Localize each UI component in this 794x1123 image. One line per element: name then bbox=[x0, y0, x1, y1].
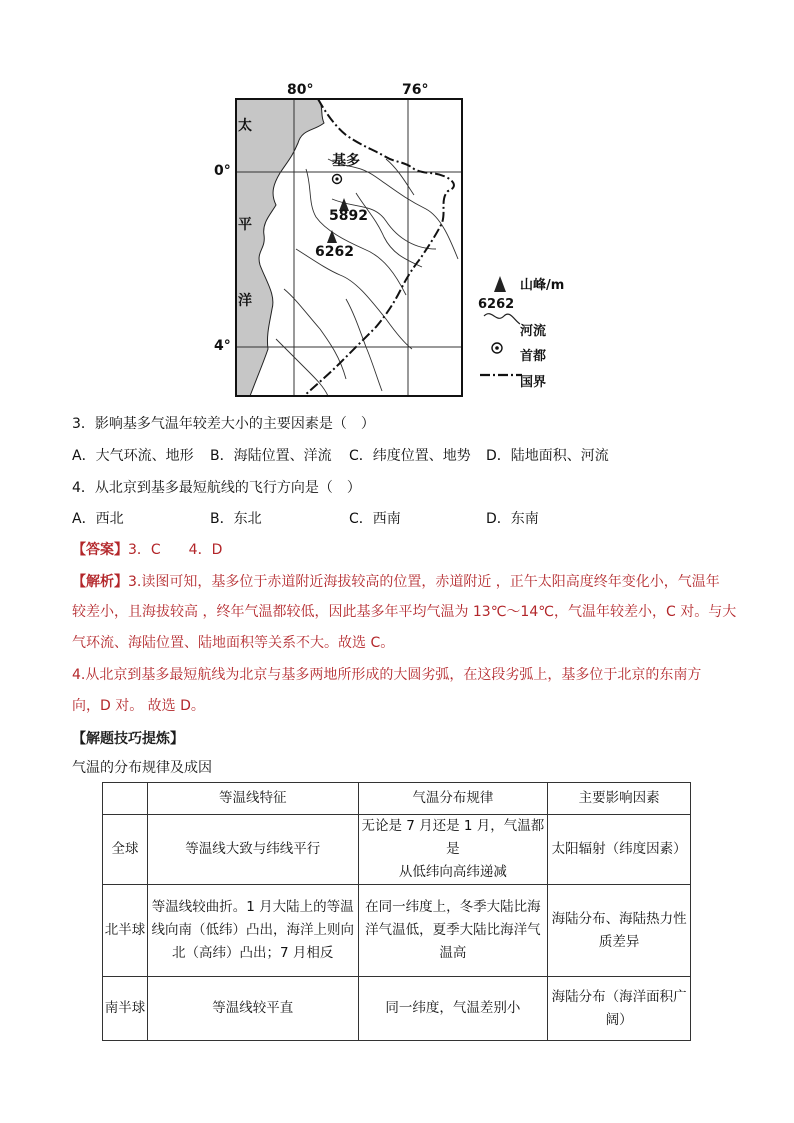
question-4-stem: 4．从北京到基多最短航线的飞行方向是（ ） bbox=[72, 480, 361, 496]
map-frame bbox=[235, 98, 463, 397]
table-row-global bbox=[103, 815, 691, 885]
analysis-line-4: 4.从北京到基多最短航线为北京与基多两地所形成的大圆劣弧，在这段劣弧上，基多位于北京的东南方 bbox=[72, 667, 702, 683]
analysis-label: 【解析】 bbox=[72, 574, 128, 590]
peak-5892-label: 5892 bbox=[329, 208, 368, 224]
legend-river-label: 河流 bbox=[520, 324, 547, 339]
ocean-char-2: 平 bbox=[238, 217, 252, 233]
legend-river-icon bbox=[484, 314, 520, 324]
factor-cell: 海陆分布（海洋面积广 阔） bbox=[548, 977, 691, 1041]
table-row-south bbox=[103, 977, 691, 1041]
lon-label-80: 80° bbox=[287, 82, 314, 98]
analysis-text-1: 3.读图可知，基多位于赤道附近海拔较高的位置，赤道附近 ，正午太阳高度终年变化小，气温年 bbox=[128, 574, 720, 590]
pattern-cell: 在同一纬度上，冬季大陆比海 洋气温低，夏季大陆比海洋气 温高 bbox=[358, 885, 548, 977]
table-header-cell: 主要影响因素 bbox=[548, 783, 691, 815]
temperature-distribution-table bbox=[102, 782, 691, 1041]
analysis-line-5: 向，D 对。 故选 D。 bbox=[72, 698, 205, 714]
lon-label-76: 76° bbox=[402, 82, 429, 98]
lat-label-0: 0° bbox=[214, 163, 231, 179]
tips-heading: 【解题技巧提炼】 bbox=[72, 731, 184, 747]
region-cell: 北半球 bbox=[103, 885, 148, 977]
pattern-cell: 同一纬度，气温差别小 bbox=[358, 977, 548, 1041]
q3-option-c: C．纬度位置、地势 bbox=[349, 448, 471, 464]
legend-peak-icon bbox=[494, 276, 506, 292]
answer-line bbox=[72, 541, 222, 559]
capital-name: 基多 bbox=[332, 153, 360, 169]
table-header-row bbox=[103, 783, 691, 815]
answer-label: 【答案】 bbox=[72, 542, 128, 558]
factor-cell: 太阳辐射（纬度因素） bbox=[548, 815, 691, 885]
answer-text: 3．C 4．D bbox=[128, 542, 223, 558]
factor-cell: 海陆分布、海陆热力性 质差异 bbox=[548, 885, 691, 977]
feature-cell: 等温线大致与纬线平行 bbox=[147, 815, 358, 885]
q4-option-b: B．东北 bbox=[210, 511, 262, 527]
legend-capital-label: 首都 bbox=[520, 349, 547, 364]
q4-option-d: D．东南 bbox=[486, 511, 539, 527]
feature-cell: 等温线较平直 bbox=[147, 977, 358, 1041]
region-cell: 全球 bbox=[103, 815, 148, 885]
pattern-cell: 无论是 7 月还是 1 月，气温都是 从低纬向高纬递减 bbox=[358, 815, 548, 885]
table-header-cell: 气温分布规律 bbox=[358, 783, 548, 815]
peak-6262-label: 6262 bbox=[315, 244, 354, 260]
table-title: 气温的分布规律及成因 bbox=[72, 760, 212, 776]
ocean-char-1: 太 bbox=[238, 118, 252, 134]
ocean-char-3: 洋 bbox=[238, 293, 252, 309]
table-header-cell: 等温线特征 bbox=[147, 783, 358, 815]
legend-peak-label: 山峰/m bbox=[520, 278, 565, 293]
analysis-line-2: 较差小，且海拔较高 ，终年气温都较低，因此基多年平均气温为 13℃～14℃，气温年较差小，C 对。与大 bbox=[72, 604, 737, 620]
legend-border-label: 国界 bbox=[520, 375, 547, 390]
region-cell: 南半球 bbox=[103, 977, 148, 1041]
lat-label-4: 4° bbox=[214, 338, 231, 354]
q4-option-c: C．西南 bbox=[349, 511, 401, 527]
feature-cell: 等温线较曲折。1 月大陆上的等温 线向南（低纬）凸出，海洋上则向 北（高纬）凸出；7 月相反 bbox=[147, 885, 358, 977]
q3-option-b: B．海陆位置、洋流 bbox=[210, 448, 332, 464]
table-header-cell bbox=[103, 783, 148, 815]
legend-peak-value: 6262 bbox=[478, 297, 515, 312]
analysis-line-1 bbox=[72, 573, 720, 591]
q3-option-d: D．陆地面积、河流 bbox=[486, 448, 609, 464]
question-3-stem: 3．影响基多气温年较差大小的主要因素是（ ） bbox=[72, 416, 375, 432]
table-row-north bbox=[103, 885, 691, 977]
q4-option-a: A．西北 bbox=[72, 511, 124, 527]
q3-option-a: A．大气环流、地形 bbox=[72, 448, 194, 464]
analysis-line-3: 气环流、海陆位置、陆地面积等关系不大。故选 C。 bbox=[72, 635, 395, 651]
